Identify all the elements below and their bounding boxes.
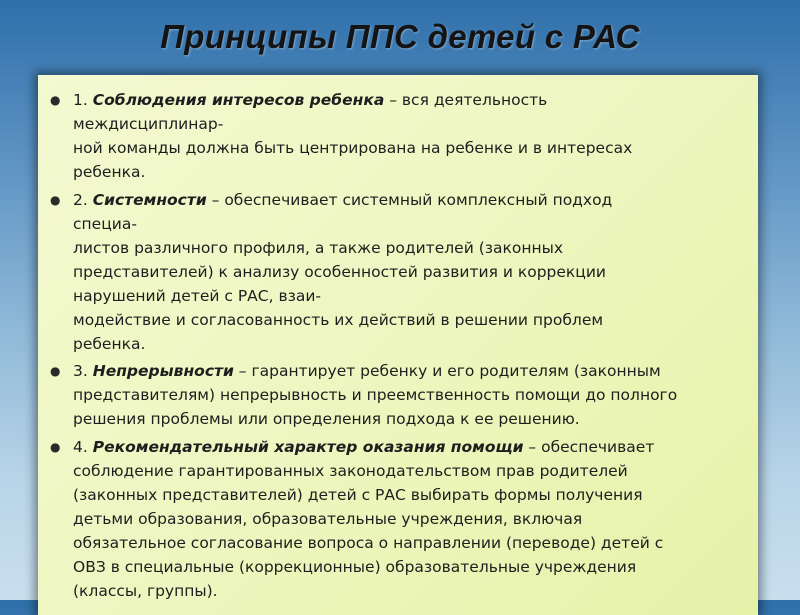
item-first-line: [73, 359, 740, 383]
principles-list: [38, 75, 758, 603]
bullet-icon: ●: [50, 93, 61, 107]
item-number: 1.: [73, 91, 88, 109]
item-first-line: [73, 188, 740, 212]
list-item: [48, 359, 740, 431]
item-text: – гарантирует ребенку и его родителям (законным: [233, 362, 661, 380]
item-line: ребенка.: [73, 163, 146, 181]
content-panel: [38, 75, 758, 615]
item-first-line: [73, 435, 740, 459]
item-line: решения проблемы или определения подхода к ее решению.: [73, 410, 580, 428]
item-line: листов различного профиля, а также родителей (законных: [73, 238, 564, 257]
item-text: – вся деятельность: [384, 91, 548, 109]
item-number: 4.: [73, 437, 88, 456]
item-heading: Системности: [92, 190, 207, 209]
list-item: [48, 435, 740, 603]
list-item: [48, 188, 740, 356]
item-first-line: [73, 88, 740, 112]
item-line: детьми образования, образовательные учреждения, включая: [73, 509, 583, 528]
item-heading: Соблюдения интересов ребенка: [92, 91, 385, 109]
item-heading: Непрерывности: [92, 362, 234, 380]
slide-title: Принципы ППС детей с РАС: [160, 18, 640, 55]
list-item: [48, 88, 740, 184]
bullet-icon: ●: [50, 192, 61, 207]
item-number: 2.: [73, 190, 88, 209]
item-line: ной команды должна быть центрирована на ребенке и в интересах: [73, 139, 633, 157]
item-line: соблюдение гарантированных законодательством прав родителей: [73, 461, 628, 480]
item-line: специа-: [73, 214, 137, 233]
item-line: (классы, группы).: [73, 581, 218, 600]
bullet-icon: ●: [50, 439, 61, 454]
item-line: нарушений детей с РАС, взаи-: [73, 286, 322, 305]
item-line: представителям) непрерывность и преемственность помощи до полного: [73, 386, 678, 404]
item-line: ОВЗ в специальные (коррекционные) образовательные учреждения: [73, 557, 637, 576]
item-line: модействие и согласованность их действий в решении проблем: [73, 310, 604, 329]
item-text: – обеспечивает системный комплексный подход: [206, 190, 613, 209]
bullet-icon: ●: [50, 364, 61, 378]
item-text: – обеспечивает: [523, 437, 655, 456]
item-number: 3.: [73, 362, 88, 380]
item-heading: Рекомендательный характер оказания помощи: [92, 437, 524, 456]
item-line: обязательное согласование вопроса о направлении (переводе) детей с: [73, 533, 664, 552]
item-line: ребенка.: [73, 334, 146, 353]
item-line: междисциплинар-: [73, 115, 224, 133]
item-line: (законных представителей) детей с РАС выбирать формы получения: [73, 485, 643, 504]
item-line: представителей) к анализу особенностей развития и коррекции: [73, 262, 606, 281]
